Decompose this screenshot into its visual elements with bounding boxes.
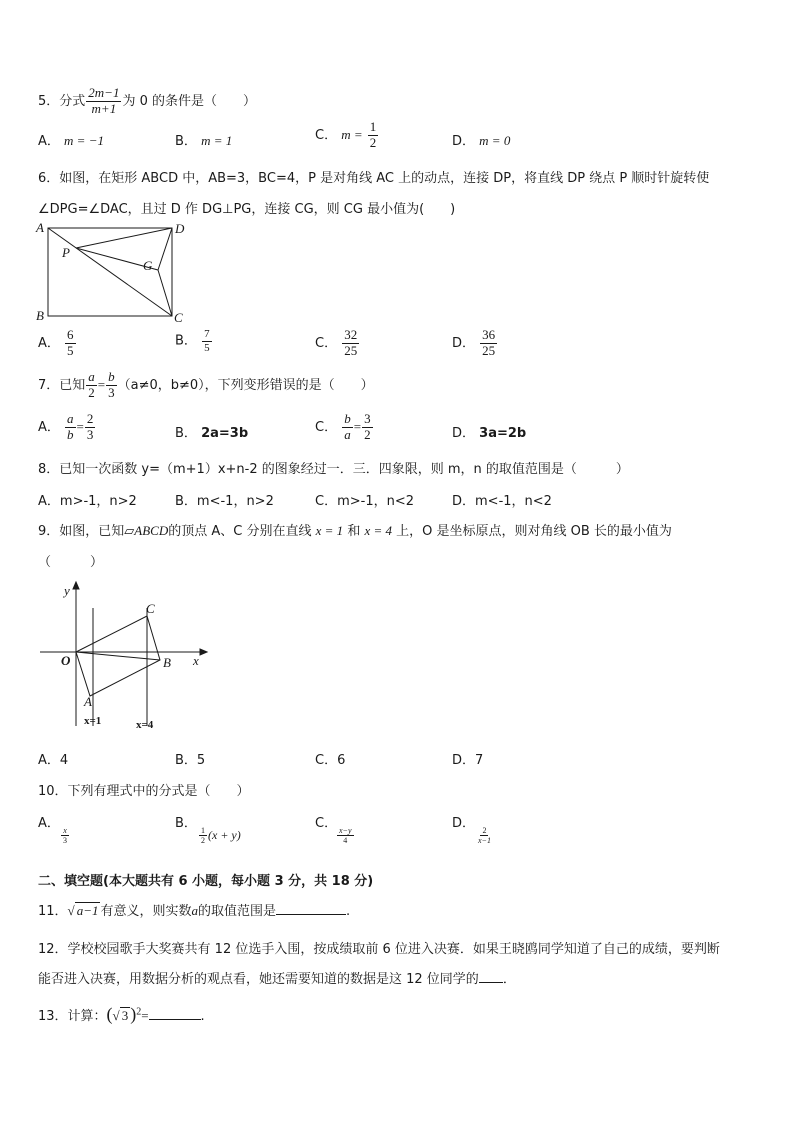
q7-option-a [38, 412, 96, 443]
option-label: A． [38, 816, 60, 831]
option-fraction-left [342, 412, 353, 443]
label-o: O [61, 653, 71, 668]
frac-den: 2 [364, 426, 371, 442]
option-fraction [337, 826, 354, 845]
option-label: B． [175, 753, 197, 768]
q7-option-b [175, 422, 248, 441]
q5-frac-den: m+1 [91, 100, 117, 116]
option-text: 6 [337, 753, 346, 768]
option-fraction [61, 826, 69, 845]
frac-num: 2 [86, 411, 94, 426]
frac-den: 3 [86, 426, 94, 442]
q9-option-a [38, 749, 68, 768]
y-axis-arrow-icon [73, 582, 79, 589]
frac-den: 2 [88, 384, 95, 400]
option-label: A． [38, 494, 60, 509]
frac-num: 6 [67, 327, 74, 342]
option-tail: (x + y) [208, 828, 241, 843]
option-label: C． [315, 127, 338, 143]
q9-option-c [315, 749, 345, 768]
frac-num: 7 [204, 328, 210, 340]
frac-den: 4 [343, 836, 348, 846]
option-label: D． [452, 335, 476, 351]
q6-stem-line2: ∠DPG=∠DAC，且过 D 作 DG⊥PG，连接 CG，则 CG 最小值为( ) [38, 202, 456, 217]
q10-option-c [315, 812, 337, 831]
option-label: B． [175, 816, 197, 831]
q9-line-x1: x = 1 [315, 523, 344, 538]
q8-option-a [38, 490, 137, 509]
option-text: m<-1，n<2 [475, 494, 552, 509]
q11-stem [38, 900, 350, 919]
q5-option-d [452, 130, 510, 149]
frac-num: 3 [364, 411, 371, 426]
option-label: C． [315, 494, 338, 509]
option-label: B． [175, 494, 197, 509]
option-label: D． [452, 494, 476, 509]
q9-option-d [452, 749, 483, 768]
q7-option-c [315, 412, 374, 443]
q12-answer-blank[interactable] [479, 982, 503, 983]
frac-num: x−y [339, 826, 352, 835]
q7-frac2 [106, 370, 117, 401]
q11-sqrt: √ a−1 [67, 903, 99, 918]
q10-option-b [175, 812, 197, 831]
frac-num: b [108, 369, 115, 384]
x-axis-arrow-icon [200, 649, 207, 655]
option-text: 2a=3b [201, 426, 249, 441]
option-fraction [476, 826, 493, 845]
q10-option-d-fraction [475, 826, 494, 845]
option-fraction [368, 120, 379, 151]
q10-option-a [38, 812, 60, 831]
label-y: y [64, 583, 70, 598]
option-label: D． [452, 134, 476, 149]
frac-den: 25 [344, 342, 358, 358]
option-label: A． [38, 335, 60, 351]
option-text: 4 [59, 753, 69, 768]
option-fraction [480, 328, 497, 359]
q9-prefix: 9．如图，已知 [38, 524, 125, 539]
label-x-eq-1: x=1 [84, 715, 102, 727]
q11-text2: 的取值范围是 [197, 904, 276, 919]
option-label: C． [315, 335, 338, 351]
frac-num: x [63, 826, 67, 835]
q9-line-x4: x = 4 [364, 523, 393, 538]
q6-option-d [452, 328, 498, 359]
q6-rectangle-figure [34, 220, 194, 328]
frac-den: b [67, 426, 74, 442]
label-g: G [143, 258, 153, 273]
option-text: m = [341, 126, 363, 142]
label-b: B [163, 655, 171, 670]
q8-option-b [175, 490, 274, 509]
q7-stem [38, 370, 374, 401]
q12-stem-line1: 12．学校校园歌手大奖赛共有 12 位选手入围，按成绩取前 6 位进入决赛．如果王晓鸥同学知道了自己的成绩，要判断 [38, 942, 720, 957]
option-text: m = −1 [64, 133, 104, 148]
q9-coordinate-figure [34, 578, 214, 733]
option-fraction [202, 328, 212, 354]
q10-option-a-fraction [60, 826, 70, 845]
option-label: B． [175, 134, 197, 149]
segment-gd [158, 228, 172, 270]
q5-option-b [175, 130, 232, 149]
label-d: D [175, 221, 185, 236]
option-fraction [199, 826, 207, 845]
option-label: C． [315, 816, 338, 831]
q11-radicand: a−1 [76, 903, 99, 918]
q11-text: 有意义，则实数 [100, 904, 192, 919]
q5-option-c [315, 120, 379, 151]
label-c: C [146, 601, 155, 616]
frac-num: b [344, 411, 351, 426]
label-b: B [36, 308, 44, 323]
option-fraction-right [85, 412, 96, 443]
option-label: A． [38, 419, 60, 435]
frac-den: x−1 [478, 836, 491, 846]
q9-post: 上，O 是坐标原点，则对角线 OB 长的最小值为 [396, 524, 672, 539]
option-text: m>-1，n<2 [337, 494, 414, 509]
frac-num: a [88, 369, 95, 384]
option-fraction [65, 328, 76, 359]
q8-option-d [452, 490, 552, 509]
q7-prefix: 7．已知 [38, 377, 86, 393]
frac-den: 5 [204, 341, 210, 354]
frac-num: 1 [369, 119, 377, 134]
option-label: A． [38, 753, 60, 768]
option-label: D． [452, 816, 476, 831]
q11-answer-blank[interactable] [276, 914, 346, 915]
q13-close-paren: ) [130, 1004, 137, 1024]
option-text: 3a=2b [479, 426, 527, 441]
frac-den: 3 [108, 384, 115, 400]
q13-radicand: 3 [121, 1008, 129, 1023]
q8-option-c [315, 490, 414, 509]
q7-option-d [452, 422, 526, 441]
option-label: D． [452, 426, 476, 441]
q9-and: 和 [347, 524, 361, 539]
option-fraction-left [65, 412, 76, 443]
equals-sign: = [97, 376, 106, 392]
q11-number: 11． [38, 904, 68, 919]
option-text: m = 1 [201, 133, 233, 148]
q13-answer-blank[interactable] [149, 1019, 201, 1020]
label-x: x [193, 653, 199, 668]
label-x-eq-4: x=4 [136, 719, 154, 731]
option-text: m = 0 [479, 133, 511, 148]
frac-num: 1 [201, 826, 205, 835]
q12-line2-text: 能否进入决赛，用数据分析的观点看，她还需要知道的数据是这 12 位同学的 [38, 972, 479, 987]
q6-option-c [315, 328, 360, 359]
q10-option-d [452, 812, 475, 831]
frac-den: 2 [369, 134, 377, 150]
frac-den: 5 [67, 342, 74, 358]
option-label: B． [175, 333, 197, 349]
q11-end: . [346, 904, 351, 919]
option-fraction [342, 328, 359, 359]
q13-open-paren: ( [106, 1004, 113, 1024]
equals-sign: = [76, 418, 84, 434]
q9-option-b [175, 749, 205, 768]
q9-stem-line2: （ ） [38, 555, 104, 570]
label-c: C [174, 310, 183, 325]
q7-suffix: （a≠0，b≠0），下列变形错误的是（ ） [117, 377, 374, 393]
q12-end: ． [502, 972, 516, 987]
q6-option-b [175, 328, 213, 354]
option-text: 5 [196, 753, 206, 768]
option-text: m<-1，n>2 [196, 494, 274, 509]
q9-stem-line1 [38, 520, 672, 539]
q13-exponent: 2 [136, 1006, 142, 1018]
q5-suffix: 为 0 的条件是（ ） [122, 93, 256, 109]
q13-equals: = [141, 1008, 149, 1023]
q13-stem [38, 1004, 205, 1025]
q7-frac1 [86, 370, 97, 401]
label-a: A [84, 694, 92, 709]
option-label: A． [38, 134, 60, 149]
option-label: C． [315, 753, 338, 768]
frac-num: 32 [344, 327, 358, 342]
segment-pd [76, 228, 172, 248]
frac-den: 3 [63, 836, 67, 846]
option-text: m>-1，n>2 [59, 494, 137, 509]
q5-stem [38, 86, 256, 117]
frac-num: a [67, 411, 74, 426]
q13-end: . [200, 1009, 205, 1024]
frac-num: 2 [482, 826, 487, 835]
q9-parallelogram: ▱ABCD [124, 523, 169, 538]
q8-stem: 8．已知一次函数 y=（m+1）x+n-2 的图象经过一．三．四象限，则 m，n 的取值范围是（ ） [38, 462, 629, 477]
option-label: D． [452, 753, 476, 768]
q5-prefix: 5．分式 [38, 93, 86, 109]
frac-den: a [344, 426, 351, 442]
section-heading-fill-in: 二、填空题(本大题共有 6 小题，每小题 3 分，共 18 分) [38, 874, 374, 889]
option-text: 7 [475, 753, 484, 768]
q10-option-b-expr [198, 826, 241, 845]
option-label: C． [315, 419, 338, 435]
q9-mid: 的顶点 A、C 分别在直线 [168, 524, 312, 539]
frac-den: 2 [201, 836, 205, 846]
q13-prefix: 13．计算： [38, 1009, 107, 1024]
label-a: A [36, 220, 44, 235]
q5-frac-num: 2m−1 [88, 85, 120, 100]
q13-sqrt: √ 3 [112, 1008, 129, 1023]
q10-stem: 10．下列有理式中的分式是（ ） [38, 784, 250, 799]
q5-option-a [38, 130, 104, 149]
option-label: B． [175, 426, 197, 441]
q10-option-c-fraction [336, 826, 355, 845]
option-fraction-right [362, 412, 373, 443]
segment-gc [158, 270, 172, 316]
q6-stem-line1: 6．如图，在矩形 ABCD 中，AB=3，BC=4，P 是对角线 AC 上的动点，连接 DP，将直线 DP 绕点 P 顺时针旋转使 [38, 171, 710, 186]
frac-den: 25 [482, 342, 496, 358]
q5-fraction [86, 86, 121, 117]
q12-stem-line2 [38, 968, 516, 987]
q11-variable: a [191, 903, 198, 918]
equals-sign: = [353, 418, 362, 434]
frac-num: 36 [482, 327, 496, 342]
label-p: P [62, 245, 70, 260]
q6-option-a [38, 328, 77, 359]
